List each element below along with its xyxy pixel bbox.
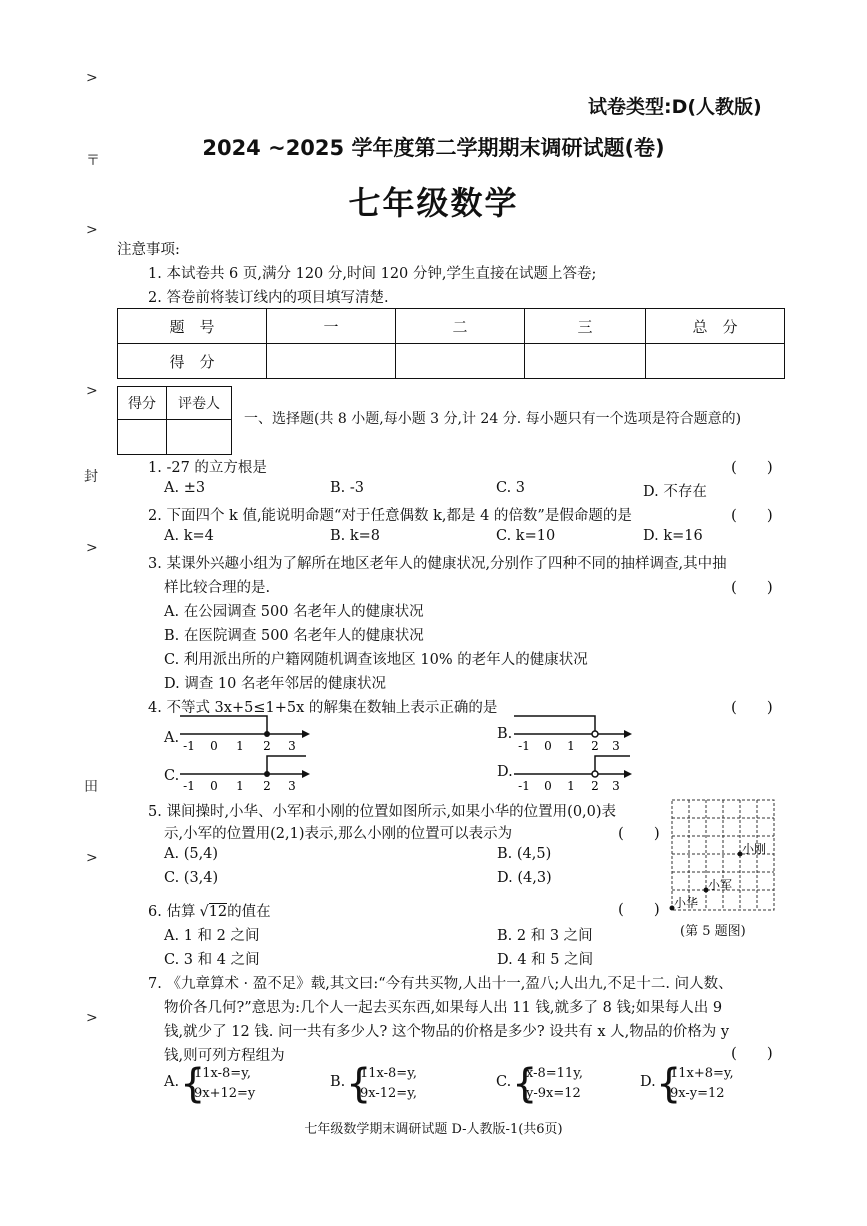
q6-option-d[interactable]: D. 4 和 5 之间 [497,952,594,968]
q7-stem-line1: 7. 《九章算术 · 盈不足》载,其文曰:“今有共买物,人出十一,盈八;人出九,不足十二. 问人数、 [148,976,733,992]
q4-option-a-label[interactable]: A. [164,730,180,746]
q4-b-tick-label: 3 [612,739,620,753]
grader-score-label: 得分 [118,387,167,420]
q4-d-tick-label: 0 [544,779,552,793]
q5-figure-caption: (第 5 题图) [680,924,746,939]
q1-option-d[interactable]: D. 不存在 [643,484,707,500]
q3-stem-line2: 样比较合理的是. [164,580,271,596]
score-header-total: 总 分 [646,309,785,344]
q4-number-line-a [176,712,316,754]
q5-grid-figure [664,794,780,916]
margin-mark-7: 田 [84,779,98,795]
q5-option-a[interactable]: A. (5,4) [164,846,219,862]
q4-c-tick-label: 3 [288,779,296,793]
q3-answer-paren[interactable]: ( ) [731,578,773,596]
q3-option-a[interactable]: A. 在公园调查 500 名老年人的健康状况 [164,604,424,620]
q4-option-b-label[interactable]: B. [497,726,513,742]
q1-stem: 1. -27 的立方根是 [148,460,267,476]
q4-b-tick-label: 0 [544,739,552,753]
q4-c-tick-label: 2 [263,779,271,793]
grader-name-cell[interactable] [167,420,232,455]
q3-option-c[interactable]: C. 利用派出所的户籍网随机调查该地区 10% 的老年人的健康状况 [164,652,588,668]
score-header-1: 一 [267,309,396,344]
score-table [117,308,785,379]
q6-answer-paren[interactable]: ( ) [618,900,660,918]
grader-score-cell[interactable] [118,420,167,455]
grader-name-label: 评卷人 [167,387,232,420]
q4-c-tick-label: -1 [183,779,195,793]
q4-answer-paren[interactable]: ( ) [731,698,773,716]
q6-stem-prefix: 6. 估算 [148,904,196,920]
q4-a-tick-label: 1 [236,739,244,753]
q7-option-b-label: B. [330,1074,346,1090]
q4-c-tick-label: 1 [236,779,244,793]
margin-mark-2: 〒 [86,153,100,169]
q5-answer-paren[interactable]: ( ) [618,824,660,842]
score-row-label: 得 分 [118,344,267,379]
q4-d-tick-label: 3 [612,779,620,793]
score-header-2: 二 [396,309,525,344]
q7-option-c-brace: { [512,1061,538,1107]
q7-option-a-label: A. [164,1074,180,1090]
q5-stem-line2: 示,小军的位置用(2,1)表示,那么小刚的位置可以表示为 [164,826,513,842]
subject-title: 七年级数学 [348,184,519,222]
q4-a-tick-label: 3 [288,739,296,753]
q3-option-b[interactable]: B. 在医院调查 500 名老年人的健康状况 [164,628,424,644]
q4-option-c-label[interactable]: C. [164,768,180,784]
xiaohua-label: 小华 [674,896,699,910]
score-header-label: 题 号 [118,309,267,344]
q7-option-a-eq1: 11x-8=y, [194,1066,251,1081]
q7-option-d-label: D. [640,1074,656,1090]
notes-item-1: 1. 本试卷共 6 页,满分 120 分,时间 120 分钟,学生直接在试题上答卷; [148,266,597,282]
notes-item-2: 2. 答卷前将装订线内的项目填写清楚. [148,290,389,306]
q2-option-b[interactable]: B. k=8 [330,528,381,544]
q4-number-line-d [510,752,635,794]
score-cell-1[interactable] [267,344,396,379]
q2-option-c[interactable]: C. k=10 [496,528,556,544]
score-cell-total[interactable] [646,344,785,379]
q7-answer-paren[interactable]: ( ) [731,1044,773,1062]
q1-option-c[interactable]: C. 3 [496,480,526,496]
q4-number-line-b [510,712,635,754]
q4-c-tick-label: 0 [210,779,218,793]
q7-option-a-eq2: 9x+12=y [194,1086,256,1101]
q7-stem-line4: 钱,则可列方程组为 [164,1048,285,1064]
q5-option-c[interactable]: C. (3,4) [164,870,219,886]
q4-d-tick-label: 1 [567,779,575,793]
xiaojun-label: 小军 [708,878,733,892]
margin-mark-4: > [86,383,98,399]
margin-mark-9: > [86,1010,98,1026]
q5-option-d[interactable]: D. (4,3) [497,870,552,886]
xiaogang-label: 小刚 [742,842,767,856]
q4-b-tick-label: -1 [518,739,530,753]
q7-option-b-eq2: 9x-12=y, [360,1086,417,1101]
margin-mark-5: 封 [84,469,98,485]
notes-heading: 注意事项: [117,242,180,258]
score-cell-2[interactable] [396,344,525,379]
q7-option-d-eq2: 9x-y=12 [670,1086,725,1101]
q4-d-tick-label: 2 [591,779,599,793]
q1-option-b[interactable]: B. -3 [330,480,364,496]
q4-option-d-label[interactable]: D. [497,764,513,780]
q6-option-b[interactable]: B. 2 和 3 之间 [497,928,593,944]
q7-option-d-eq1: 11x+8=y, [670,1066,734,1081]
score-header-3: 三 [525,309,646,344]
q4-a-tick-label: 2 [263,739,271,753]
score-cell-3[interactable] [525,344,646,379]
page-footer: 七年级数学期末调研试题 D-人教版-1(共6页) [304,1122,563,1137]
q4-a-tick-label: 0 [210,739,218,753]
q2-option-a[interactable]: A. k=4 [164,528,214,544]
q6-radicand: 12 [208,904,228,920]
q7-option-b-eq1: 11x-8=y, [360,1066,417,1081]
sqrt-symbol: √ [199,904,209,920]
q2-option-d[interactable]: D. k=16 [643,528,703,544]
margin-mark-8: > [86,850,98,866]
q3-stem-line1: 3. 某课外兴趣小组为了解所在地区老年人的健康状况,分别作了四种不同的抽样调查,其中抽 [148,556,727,572]
q7-option-a-brace: { [180,1061,206,1107]
q5-option-b[interactable]: B. (4,5) [497,846,552,862]
paper-type-label: 试卷类型:D(人教版) [588,96,762,118]
q7-option-c-label: C. [496,1074,512,1090]
q7-option-b-brace: { [346,1061,372,1107]
margin-mark-3: > [86,222,98,238]
q7-option-d-brace: { [656,1061,682,1107]
q7-stem-line3: 钱,就少了 12 钱. 问一共有多少人? 这个物品的价格是多少? 设共有 x 人,物品的价格为 y [164,1024,730,1040]
q2-answer-paren[interactable]: ( ) [731,506,773,524]
q6-stem [148,900,271,921]
q6-option-c[interactable]: C. 3 和 4 之间 [164,952,260,968]
section-1-title: 一、选择题(共 8 小题,每小题 3 分,计 24 分. 每小题只有一个选项是符合题意的) [244,411,742,427]
q4-b-tick-label: 1 [567,739,575,753]
margin-mark-1: > [86,70,98,86]
q1-option-a[interactable]: A. ±3 [164,480,206,496]
q5-stem-line1: 5. 课间操时,小华、小军和小刚的位置如图所示,如果小华的位置用(0,0)表 [148,804,617,820]
q4-a-tick-label: -1 [183,739,195,753]
q4-b-tick-label: 2 [591,739,599,753]
q4-number-line-c [176,752,316,794]
q7-option-c-eq1: x-8=11y, [526,1066,583,1081]
q6-stem-suffix: 的值在 [227,904,271,920]
q4-d-tick-label: -1 [518,779,530,793]
q7-stem-line2: 物价各几何?”意思为:几个人一起去买东西,如果每人出 11 钱,就多了 8 钱;如果每人出 9 [164,1000,723,1016]
q4-stem: 4. 不等式 3x+5≤1+5x 的解集在数轴上表示正确的是 [148,700,498,716]
margin-mark-6: > [86,540,98,556]
q3-option-d[interactable]: D. 调查 10 名老年邻居的健康状况 [164,676,386,692]
exam-title: 2024 ~2025 学年度第二学期期末调研试题(卷) [202,136,665,160]
q1-answer-paren[interactable]: ( ) [731,458,773,476]
q2-stem: 2. 下面四个 k 值,能说明命题“对于任意偶数 k,都是 4 的倍数”是假命题的是 [148,508,632,524]
q6-option-a[interactable]: A. 1 和 2 之间 [164,928,260,944]
grader-table [117,386,232,455]
q7-option-c-eq2: y-9x=12 [526,1086,581,1101]
